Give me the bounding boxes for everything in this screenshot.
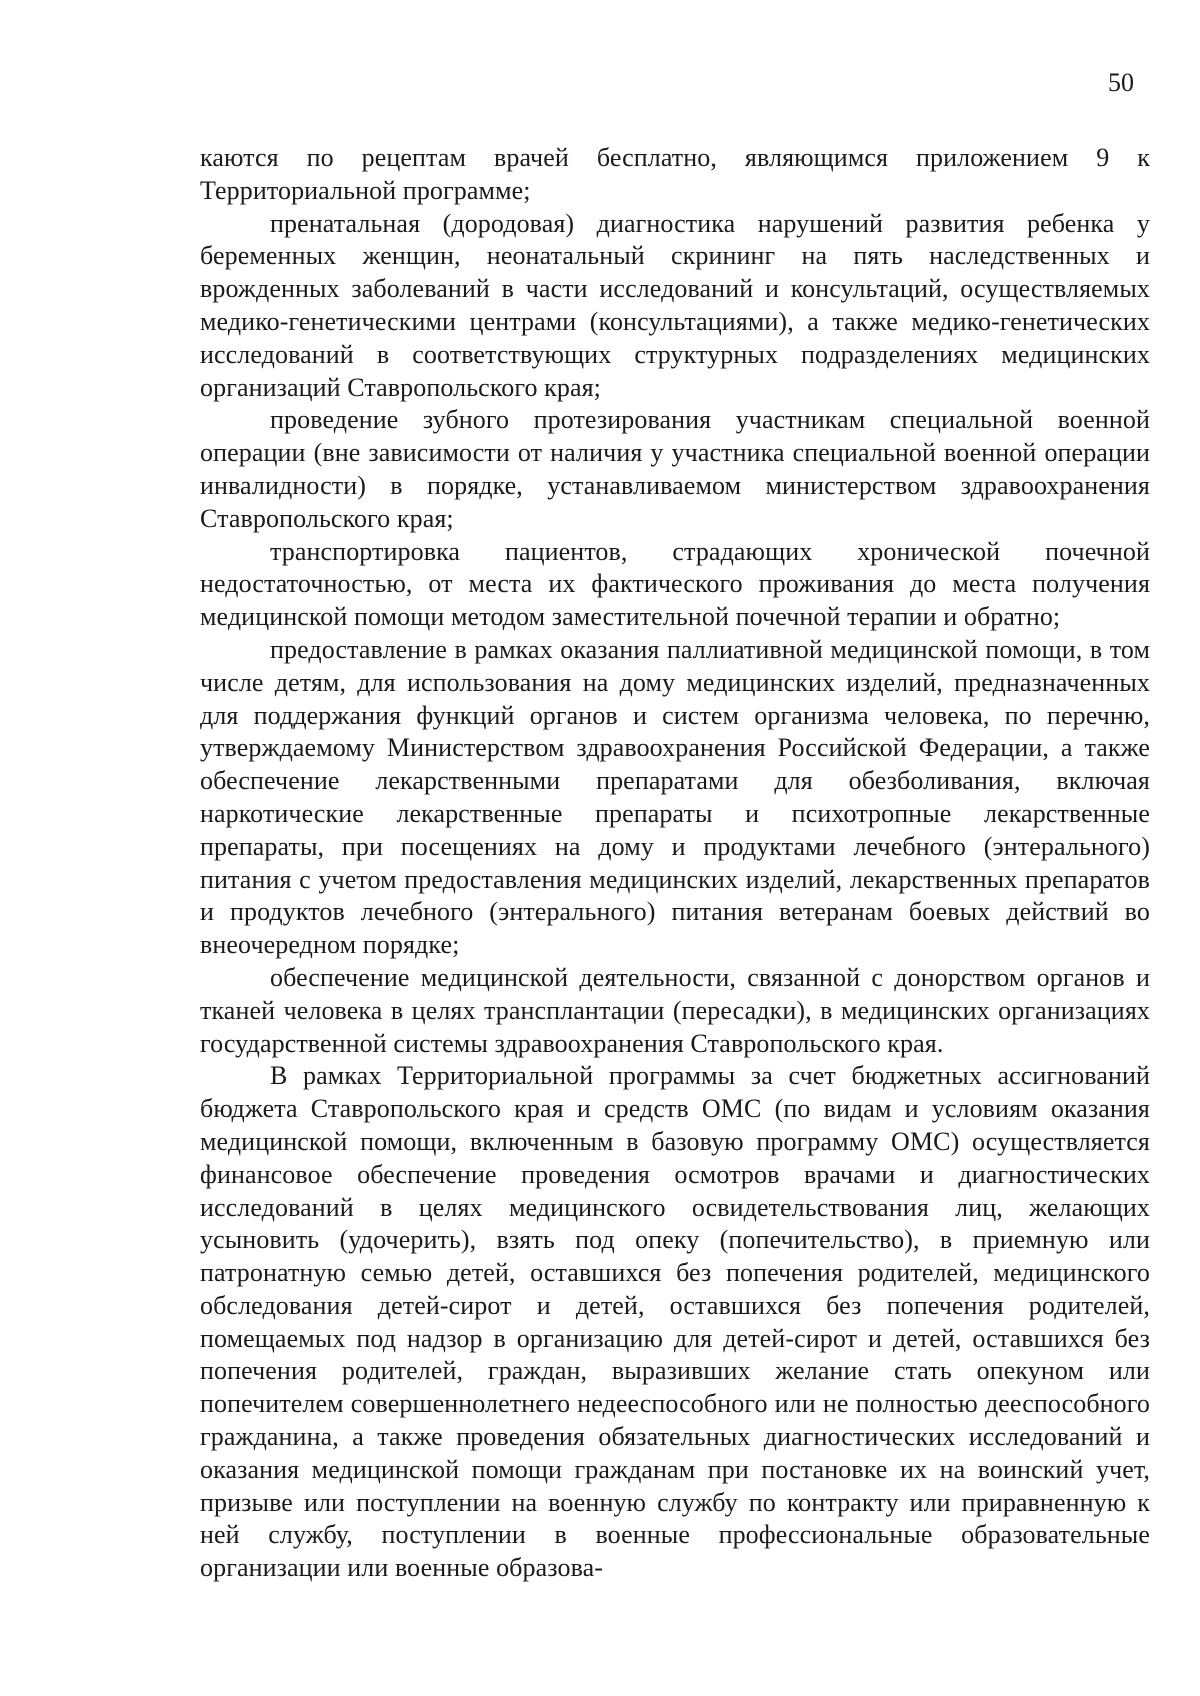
paragraph-palliative-care: предоставление в рамках оказания паллиативной медицинской помощи, в том числе детям, для использования на дому медицинских изделий, предназначенных для поддержания функций органов и систем организма человека, по перечню, утверждаемому Министерством здравоохранения Российской Федерации, а также обеспечение лекарственными препаратами для обезболивания, включая наркотические лекарственные препараты и психотропные лекарственные препараты, при посещениях на дому и продуктами лечебного (энтерального) питания с учетом предоставления медицинских изделий, лекарственных препаратов и продуктов лечебного (энтерального) питания ветеранам боевых действий во внеочередном порядке;	[200, 634, 1150, 960]
paragraph-continuation: каются по рецептам врачей бесплатно, являющимся приложением 9 к Территориальной программе;	[200, 143, 1150, 205]
body-text	[200, 142, 1150, 1585]
paragraph-territorial-program: В рамках Территориальной программы за счет бюджетных ассигнований бюджета Ставропольского края и средств ОМС (по видам и условиям оказания медицинской помощи, включенным в базовую программу ОМС) осуществляется финансовое обеспечение проведения осмотров врачами и диагностических исследований в целях медицинского освидетельствования лиц, желающих усыновить (удочерить), взять под опеку (попечительство), в приемную или патронатную семью детей, оставшихся без попечения родителей, медицинского обследования детей-сирот и детей, оставшихся без попечения родителей, помещаемых под надзор в организацию для детей-сирот и детей, оставшихся без попечения родителей, граждан, выразивших желание стать опекуном или попечителем совершеннолетнего недееспособного или не полностью дееспособного гражданина, а также проведения обязательных диагностических исследований и оказания медицинской помощи гражданам при постановке их на воинский учет, призыве или поступлении на военную службу по контракту или приравненную к ней службу, поступлении в военные профессиональные образовательные организации или военные образова-	[200, 1061, 1150, 1583]
paragraph-prenatal-diagnostics: пренатальная (дородовая) диагностика нарушений развития ребенка у беременных женщин, неонатальный скрининг на пять наследственных и врожденных заболеваний в части исследований и консультаций, осуществляемых медико-генетическими центрами (консультациями), а также медико-генетических исследований в соответствующих структурных подразделениях медицинских организаций Ставропольского края;	[200, 208, 1150, 402]
paragraph-dental-prosthetics: проведение зубного протезирования участникам специальной военной операции (вне зависимости от наличия у участника специальной военной операции инвалидности) в порядке, устанавливаемом министерством здравоохранения Ставропольского края;	[200, 405, 1150, 533]
page-number: 50	[1108, 68, 1134, 97]
paragraph-patient-transport: транспортировка пациентов, страдающих хронической почечной недостаточностью, от места их фактического проживания до места получения медицинской помощи методом заместительной почечной терапии и обратно;	[200, 536, 1150, 632]
paragraph-organ-donation: обеспечение медицинской деятельности, связанной с донорством органов и тканей человека в целях трансплантации (пересадки), в медицинских организациях государственной системы здравоохранения Ставропольского края.	[200, 962, 1150, 1058]
